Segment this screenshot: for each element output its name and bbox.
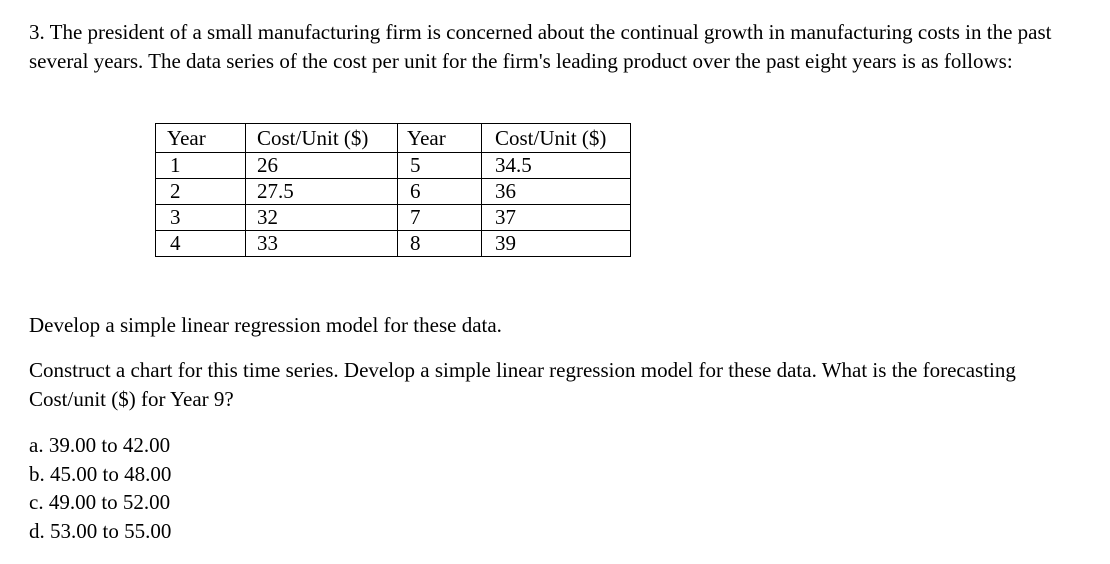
table-header-cell: Year [156, 124, 246, 153]
table-row [156, 231, 631, 257]
task-regression: Develop a simple linear regression model for these data. [29, 313, 502, 337]
table-header-row [156, 124, 631, 153]
table-cell: 36 [482, 179, 631, 205]
table-cell: 33 [246, 231, 398, 257]
table-row [156, 179, 631, 205]
table-row [156, 153, 631, 179]
table-cell: 3 [156, 205, 246, 231]
table-cell: 37 [482, 205, 631, 231]
table-row [156, 205, 631, 231]
table-header-cell: Year [398, 124, 482, 153]
table-cell: 27.5 [246, 179, 398, 205]
table-header-cell: Cost/Unit ($) [482, 124, 631, 153]
task-forecast: Construct a chart for this time series. Develop a simple linear regression model for these data. What is the forecasting Cost/unit ($) for Year 9? [29, 358, 1016, 411]
table-cell: 39 [482, 231, 631, 257]
table-cell: 8 [398, 231, 482, 257]
table-cell: 4 [156, 231, 246, 257]
answer-option-a[interactable]: a. 39.00 to 42.00 [29, 433, 171, 457]
answer-option-c[interactable]: c. 49.00 to 52.00 [29, 490, 171, 514]
table-header-cell: Cost/Unit ($) [246, 124, 398, 153]
answer-option-b[interactable]: b. 45.00 to 48.00 [29, 461, 172, 486]
table-cell: 26 [246, 153, 398, 179]
table-cell: 32 [246, 205, 398, 231]
answer-options [29, 431, 171, 545]
table-cell: 2 [156, 179, 246, 205]
table-cell: 7 [398, 205, 482, 231]
cost-data-table [155, 123, 631, 257]
table-cell: 5 [398, 153, 482, 179]
table-cell: 1 [156, 153, 246, 179]
table-cell: 6 [398, 179, 482, 205]
answer-option-d[interactable]: d. 53.00 to 55.00 [29, 518, 172, 543]
table-cell: 34.5 [482, 153, 631, 179]
question-intro: 3. The president of a small manufacturing firm is concerned about the continual growth in manufacturing costs in the past several years. The data series of the cost per unit for the firm's leading product over the past eight years is as follows: [29, 20, 1052, 73]
